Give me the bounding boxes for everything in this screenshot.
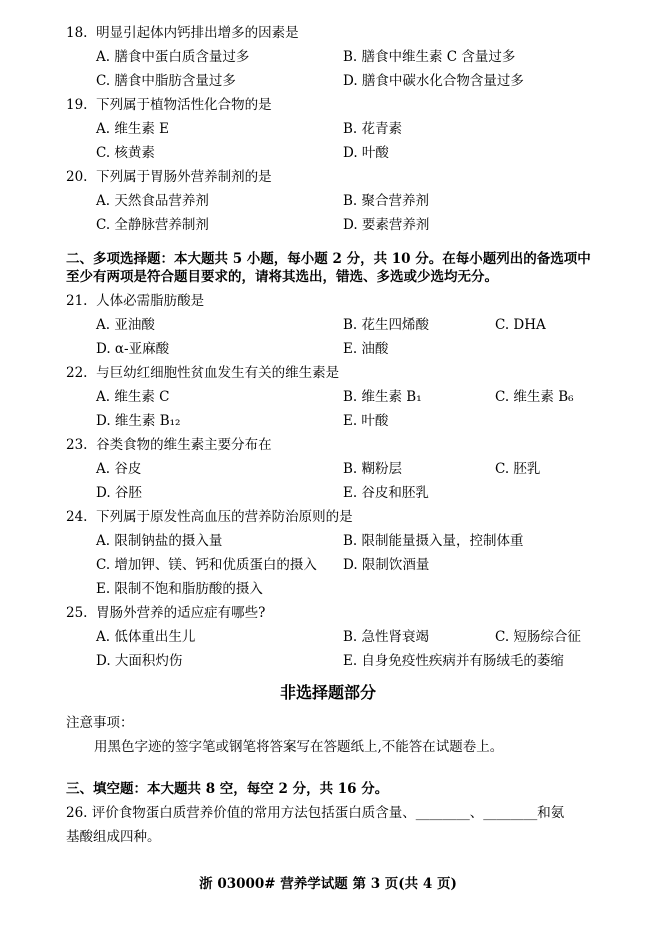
q24-option-d: D. 限制饮酒量 — [343, 557, 430, 573]
question-22-stem: 22. 与巨幼红细胞性贫血发生有关的维生素是 — [66, 365, 340, 381]
q22-option-d: D. 维生素 B₁₂ — [96, 413, 181, 429]
page-footer: 浙 03000# 营养学试题 第 3 页(共 4 页) — [199, 876, 457, 892]
q23-option-e: E. 谷皮和胚乳 — [343, 485, 429, 501]
part-title: 非选择题部分 — [279, 683, 376, 702]
q20-option-a: A. 天然食品营养剂 — [96, 193, 209, 209]
question-20-stem: 20. 下列属于胃肠外营养制剂的是 — [66, 169, 272, 185]
question-23-stem: 23. 谷类食物的维生素主要分布在 — [66, 437, 272, 453]
q21-option-d: D. α-亚麻酸 — [96, 341, 170, 357]
q19-option-a: A. 维生素 E — [96, 121, 169, 137]
section3-heading: 三、填空题：本大题共 8 空，每空 2 分，共 16 分。 — [66, 781, 389, 797]
q20-option-d: D. 要素营养剂 — [343, 217, 430, 233]
q19-option-d: D. 叶酸 — [343, 145, 389, 161]
q22-option-a: A. 维生素 C — [96, 389, 170, 405]
q19-option-b: B. 花青素 — [343, 121, 403, 137]
question-18-stem: 18. 明显引起体内钙排出增多的因素是 — [66, 25, 299, 41]
q18-option-d: D. 膳食中碳水化合物含量过多 — [343, 73, 524, 89]
q24-option-e: E. 限制不饱和脂肪酸的摄入 — [96, 581, 263, 597]
q22-option-e: E. 叶酸 — [343, 413, 389, 429]
q22-option-c: C. 维生素 B₆ — [495, 389, 574, 405]
question-25-stem: 25. 胃肠外营养的适应症有哪些? — [66, 605, 266, 621]
q24-option-c: C. 增加钾、镁、钙和优质蛋白的摄入 — [96, 557, 317, 573]
notice-label: 注意事项： — [66, 715, 134, 731]
q20-option-b: B. 聚合营养剂 — [343, 193, 430, 209]
q24-option-a: A. 限制钠盐的摄入量 — [96, 533, 223, 549]
q25-option-e: E. 自身免疫性疾病并有肠绒毛的萎缩 — [343, 653, 564, 669]
question-26-line2: 基酸组成四种。 — [66, 829, 161, 845]
q25-option-b: B. 急性肾衰竭 — [343, 629, 430, 645]
q22-option-b: B. 维生素 B₁ — [343, 389, 422, 405]
q18-option-b: B. 膳食中维生素 C 含量过多 — [343, 49, 516, 65]
q25-option-a: A. 低体重出生儿 — [96, 629, 196, 645]
q24-option-b: B. 限制能量摄入量，控制体重 — [343, 533, 524, 549]
question-24-stem: 24. 下列属于原发性高血压的营养防治原则的是 — [66, 509, 353, 525]
section2-heading-line2: 至少有两项是符合题目要求的，请将其选出，错选、多选或少选均无分。 — [66, 269, 498, 285]
q25-option-c: C. 短肠综合征 — [495, 629, 581, 645]
q23-option-a: A. 谷皮 — [96, 461, 142, 477]
notice-text: 用黑色字迹的签字笔或钢笔将答案写在答题纸上,不能答在试题卷上。 — [94, 739, 504, 755]
q21-option-c: C. DHA — [495, 317, 546, 333]
question-26-line1: 26. 评价食物蛋白质营养价值的常用方法包括蛋白质含量、________、________和氨 — [66, 805, 565, 821]
question-19-stem: 19. 下列属于植物活性化合物的是 — [66, 97, 272, 113]
q21-option-e: E. 油酸 — [343, 341, 389, 357]
q23-option-d: D. 谷胚 — [96, 485, 142, 501]
q25-option-d: D. 大面积灼伤 — [96, 653, 183, 669]
q18-option-c: C. 膳食中脂肪含量过多 — [96, 73, 236, 89]
q21-option-a: A. 亚油酸 — [96, 317, 155, 333]
q19-option-c: C. 核黄素 — [96, 145, 155, 161]
q20-option-c: C. 全静脉营养制剂 — [96, 217, 209, 233]
q23-option-b: B. 糊粉层 — [343, 461, 403, 477]
q21-option-b: B. 花生四烯酸 — [343, 317, 430, 333]
q18-option-a: A. 膳食中蛋白质含量过多 — [96, 49, 250, 65]
q23-option-c: C. 胚乳 — [495, 461, 541, 477]
section2-heading-line1: 二、多项选择题：本大题共 5 小题，每小题 2 分，共 10 分。在每小题列出的备选项中 — [66, 251, 591, 267]
question-21-stem: 21. 人体必需脂肪酸是 — [66, 293, 205, 309]
